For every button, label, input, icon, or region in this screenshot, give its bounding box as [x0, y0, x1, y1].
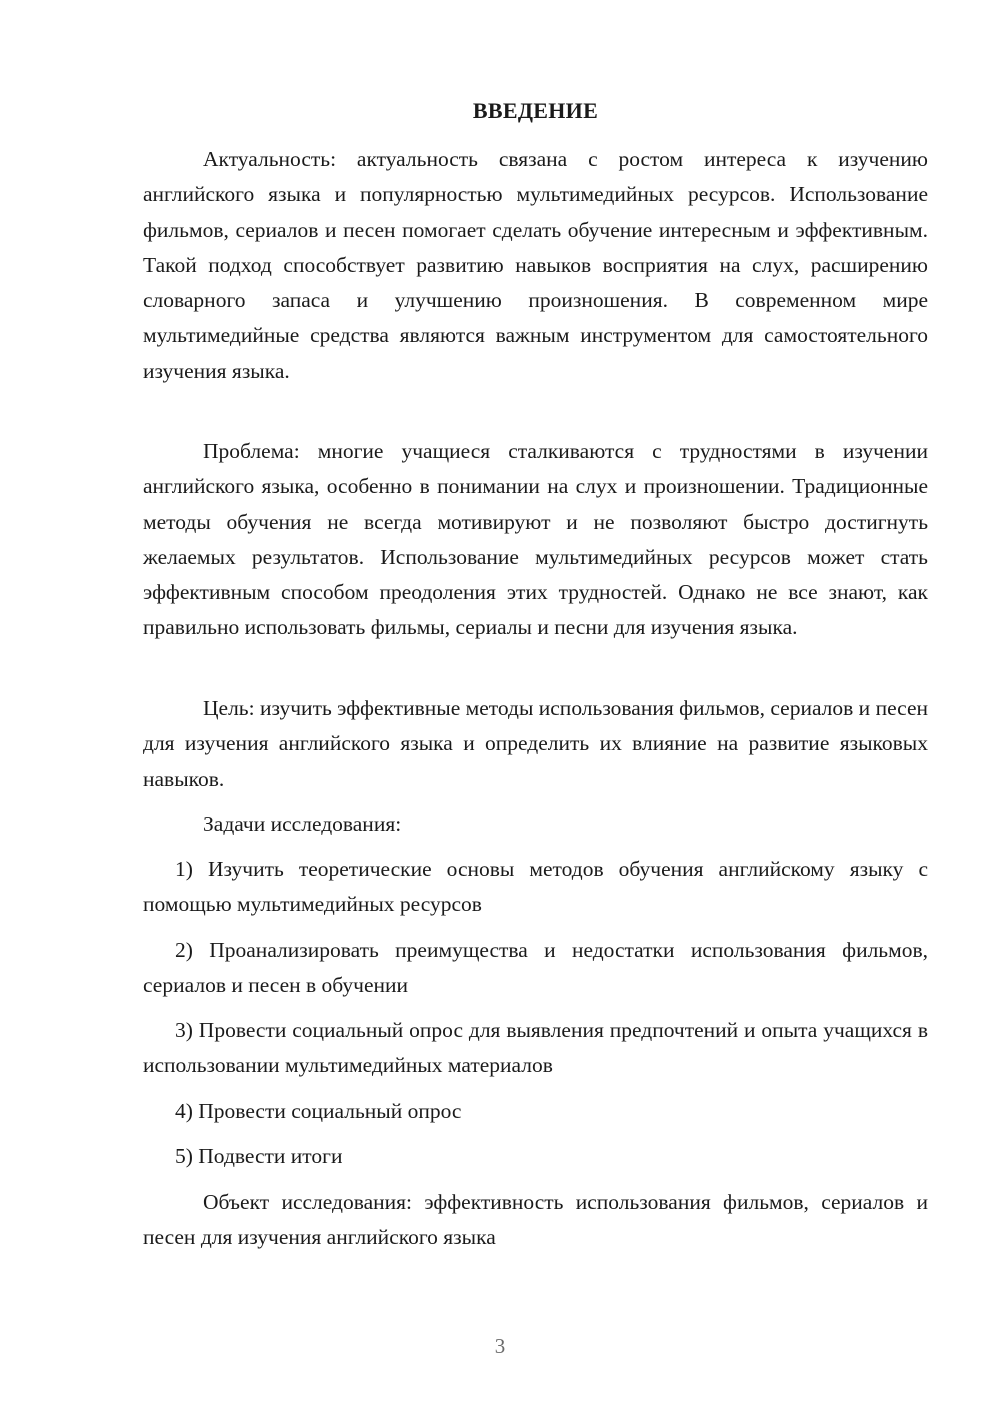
paragraph-problem: Проблема: многие учащиеся сталкиваются с трудностями в изучении английского языка, особенно в понимании на слух и произношении. Традиционные методы обучения не всегда мотивируют и не позволяют быстро достигнуть желаемых результатов. Использование мультимедийных ресурсов может стать эффективным способом преодоления этих трудностей. Однако не все знают, как правильно использовать фильмы, сериалы и песни для изучения языка.: [143, 439, 928, 640]
paragraph-goal: Цель: изучить эффективные методы использования фильмов, сериалов и песен для изучения английского языка и определить их влияние на развитие языковых навыков.: [143, 696, 929, 791]
task-item-3: 3) Провести социальный опрос для выявления предпочтений и опыта учащихся в использовании мультимедийных материалов: [143, 1018, 928, 1078]
paragraph-object: Объект исследования: эффективность использования фильмов, сериалов и песен для изучения английского языка: [143, 1190, 928, 1250]
tasks-heading: Задачи исследования:: [203, 812, 402, 836]
task-item-5: 5) Подвести итоги: [175, 1144, 343, 1168]
task-item-2: 2) Проанализировать преимущества и недостатки использования фильмов, сериалов и песен в обучении: [143, 938, 928, 998]
paragraph-relevance: Актуальность: актуальность связана с ростом интереса к изучению английского языка и популярностью мультимедийных ресурсов. Использование фильмов, сериалов и песен помогает сделать обучение интересным и эффективным. Такой подход способствует развитию навыков восприятия на слух, расширению словарного запаса и улучшению произношения. В современном мире мультимедийные средства являются важным инструментом для самостоятельного изучения языка.: [143, 147, 928, 383]
task-item-1: 1) Изучить теоретические основы методов обучения английскому языку с помощью мультимедийных ресурсов: [143, 857, 928, 917]
document-page: [143, 0, 928, 1414]
section-title: ВВЕДЕНИЕ: [472, 98, 599, 123]
page-number: 3: [494, 1334, 506, 1358]
task-item-4: 4) Провести социальный опрос: [175, 1099, 462, 1123]
